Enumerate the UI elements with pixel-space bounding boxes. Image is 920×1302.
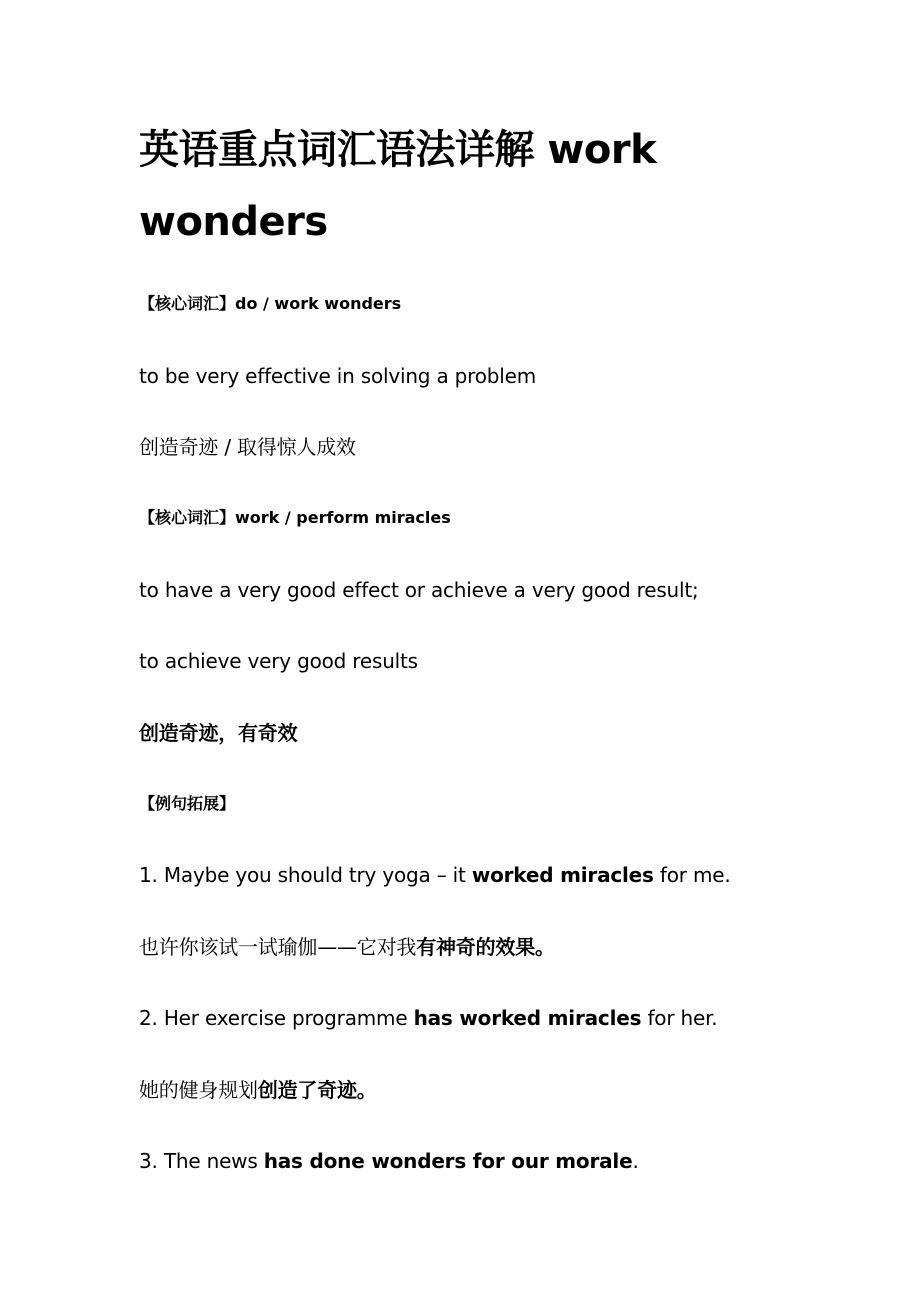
example-text: 3. The news [139, 1149, 264, 1173]
example-text: . [632, 1149, 639, 1173]
examples-heading: 【例句拓展】 [139, 794, 236, 813]
example-2-english [139, 1003, 717, 1033]
example-1-chinese [139, 932, 555, 962]
core-vocab-heading-2: 【核心词汇】work / perform miracles [139, 508, 451, 527]
definition-2-line-2: to achieve very good results [139, 649, 418, 673]
definition-1: to be very effective in solving a problem [139, 364, 537, 388]
example-key-phrase: 有神奇的效果。 [416, 935, 555, 959]
definition-2-line-1: to have a very good effect or achieve a very good result; [139, 578, 699, 602]
example-key-phrase: has done wonders for our morale [263, 1149, 633, 1173]
core-vocab-heading-1: 【核心词汇】do / work wonders [139, 294, 402, 313]
translation-2: 创造奇迹，有奇效 [139, 721, 298, 745]
example-text: 1. Maybe you should try yoga – it [139, 863, 472, 887]
example-text: for her. [641, 1006, 718, 1030]
example-3-english [139, 1146, 639, 1176]
example-text: 2. Her exercise programme [139, 1006, 414, 1030]
example-key-phrase: worked miracles [471, 863, 654, 887]
example-text: 也许你该试一试瑜伽——它对我 [139, 935, 417, 959]
translation-1: 创造奇迹 / 取得惊人成效 [139, 435, 356, 459]
page-title: 英语重点词汇语法详解 work wonders [139, 127, 657, 245]
example-1-english [139, 860, 731, 890]
example-text: 她的健身规划 [139, 1078, 258, 1102]
example-2-chinese [139, 1075, 377, 1105]
example-key-phrase: 创造了奇迹。 [257, 1078, 377, 1102]
example-key-phrase: has worked miracles [413, 1006, 642, 1030]
example-text: for me. [653, 863, 731, 887]
